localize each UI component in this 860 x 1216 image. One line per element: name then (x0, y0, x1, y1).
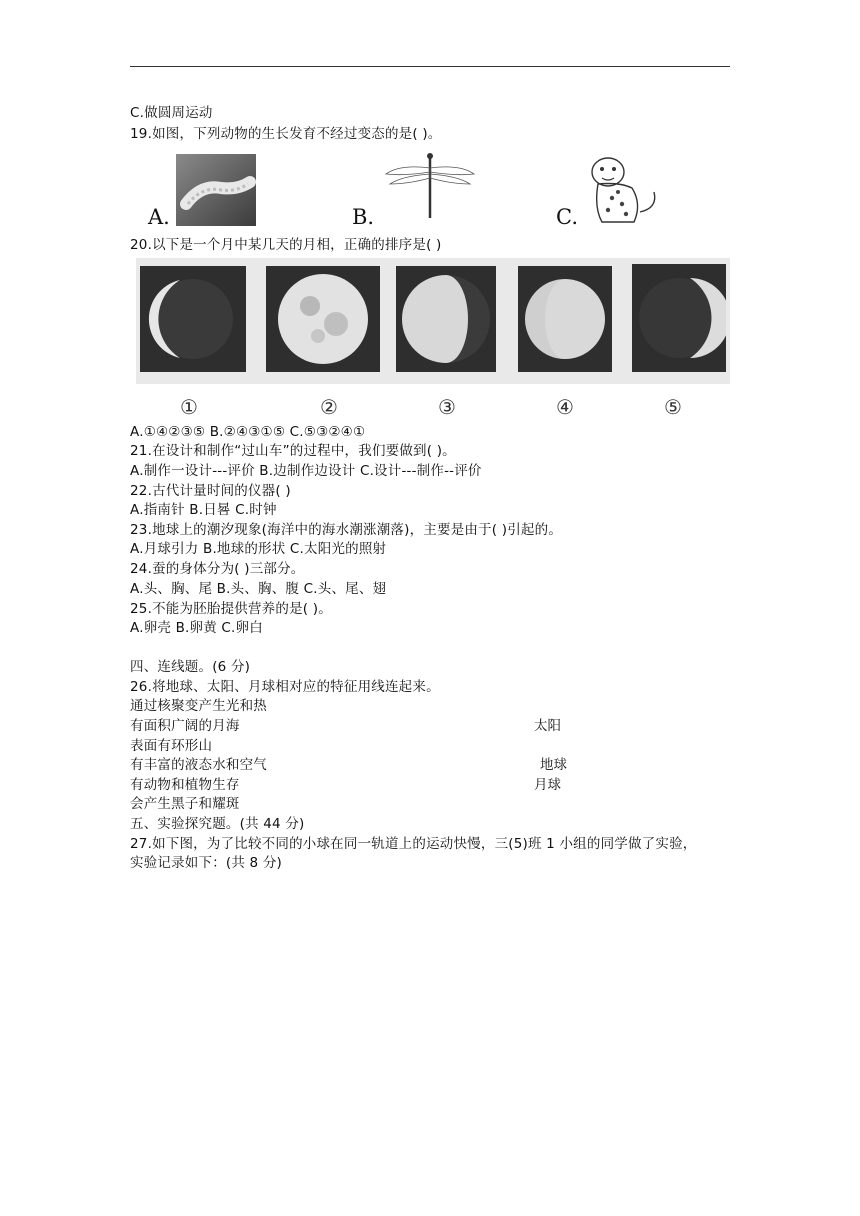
q24-options: A.头、胸、尾 B.头、胸、腹 C.头、尾、翅 (130, 581, 387, 597)
body-sun: 太阳 (534, 718, 561, 734)
silkworm-photo-icon (176, 154, 256, 226)
dragonfly-drawing-icon (380, 150, 480, 222)
leopard-cartoon-icon (584, 152, 664, 228)
q26-stem: 26.将地球、太阳、月球相对应的特征用线连起来。 (130, 679, 440, 695)
q19-label-b: B. (352, 205, 375, 229)
feature-item: 通过核聚变产生光和热 (130, 698, 267, 714)
q22-options: A.指南针 B.日晷 C.时钟 (130, 502, 277, 518)
q21-stem: 21.在设计和制作“过山车”的过程中，我们要做到( )。 (130, 443, 456, 459)
q25-options: A.卵壳 B.卵黄 C.卵白 (130, 620, 263, 636)
q20-stem: 20.以下是一个月中某几天的月相，正确的排序是( ) (130, 237, 442, 253)
moon-number-1: ① (180, 395, 198, 419)
q19-label-c: C. (556, 205, 578, 229)
q20-options: A.①④②③⑤ B.②④③①⑤ C.⑤③②④① (130, 424, 366, 440)
header-rule (130, 66, 730, 67)
feature-item: 会产生黑子和耀斑 (130, 796, 240, 812)
feature-item: 有动物和植物生存 (130, 777, 240, 793)
moon-number-4: ④ (556, 395, 574, 419)
body-earth: 地球 (540, 757, 567, 773)
q18-option-c: C.做圆周运动 (130, 105, 213, 121)
q24-stem: 24.蚕的身体分为( )三部分。 (130, 561, 305, 577)
q21-options: A.制作一设计---评价 B.边制作边设计 C.设计---制作--评价 (130, 463, 482, 479)
q25-stem: 25.不能为胚胎提供营养的是( )。 (130, 601, 332, 617)
feature-item: 表面有环形山 (130, 738, 213, 754)
moon-gibbous-right-icon (518, 266, 612, 372)
moon-crescent-left-icon (632, 264, 726, 372)
body-moon: 月球 (534, 777, 561, 793)
q23-options: A.月球引力 B.地球的形状 C.太阳光的照射 (130, 541, 387, 557)
moon-number-2: ② (320, 395, 338, 419)
feature-item: 有丰富的液态水和空气 (130, 757, 267, 773)
q19-stem: 19.如图，下列动物的生长发育不经过变态的是( )。 (130, 126, 442, 142)
feature-item: 有面积广阔的月海 (130, 718, 240, 734)
moon-full-icon (266, 266, 380, 372)
moon-crescent-right-icon (140, 266, 246, 372)
q27-line1: 27.如下图，为了比较不同的小球在同一轨道上的运动快慢，三(5)班 1 小组的同学做了实验， (130, 836, 697, 852)
q23-stem: 23.地球上的潮汐现象(海洋中的海水潮涨潮落)，主要是由于( )引起的。 (130, 522, 563, 538)
q22-stem: 22.古代计量时间的仪器( ) (130, 483, 291, 499)
q19-label-a: A. (148, 205, 170, 229)
q27-line2: 实验记录如下：(共 8 分) (130, 855, 283, 871)
moon-number-3: ③ (438, 395, 456, 419)
moon-number-5: ⑤ (664, 395, 682, 419)
moon-gibbous-left-icon (396, 266, 496, 372)
section5-title: 五、实验探究题。(共 44 分) (130, 816, 305, 832)
section4-title: 四、连线题。(6 分) (130, 659, 251, 675)
